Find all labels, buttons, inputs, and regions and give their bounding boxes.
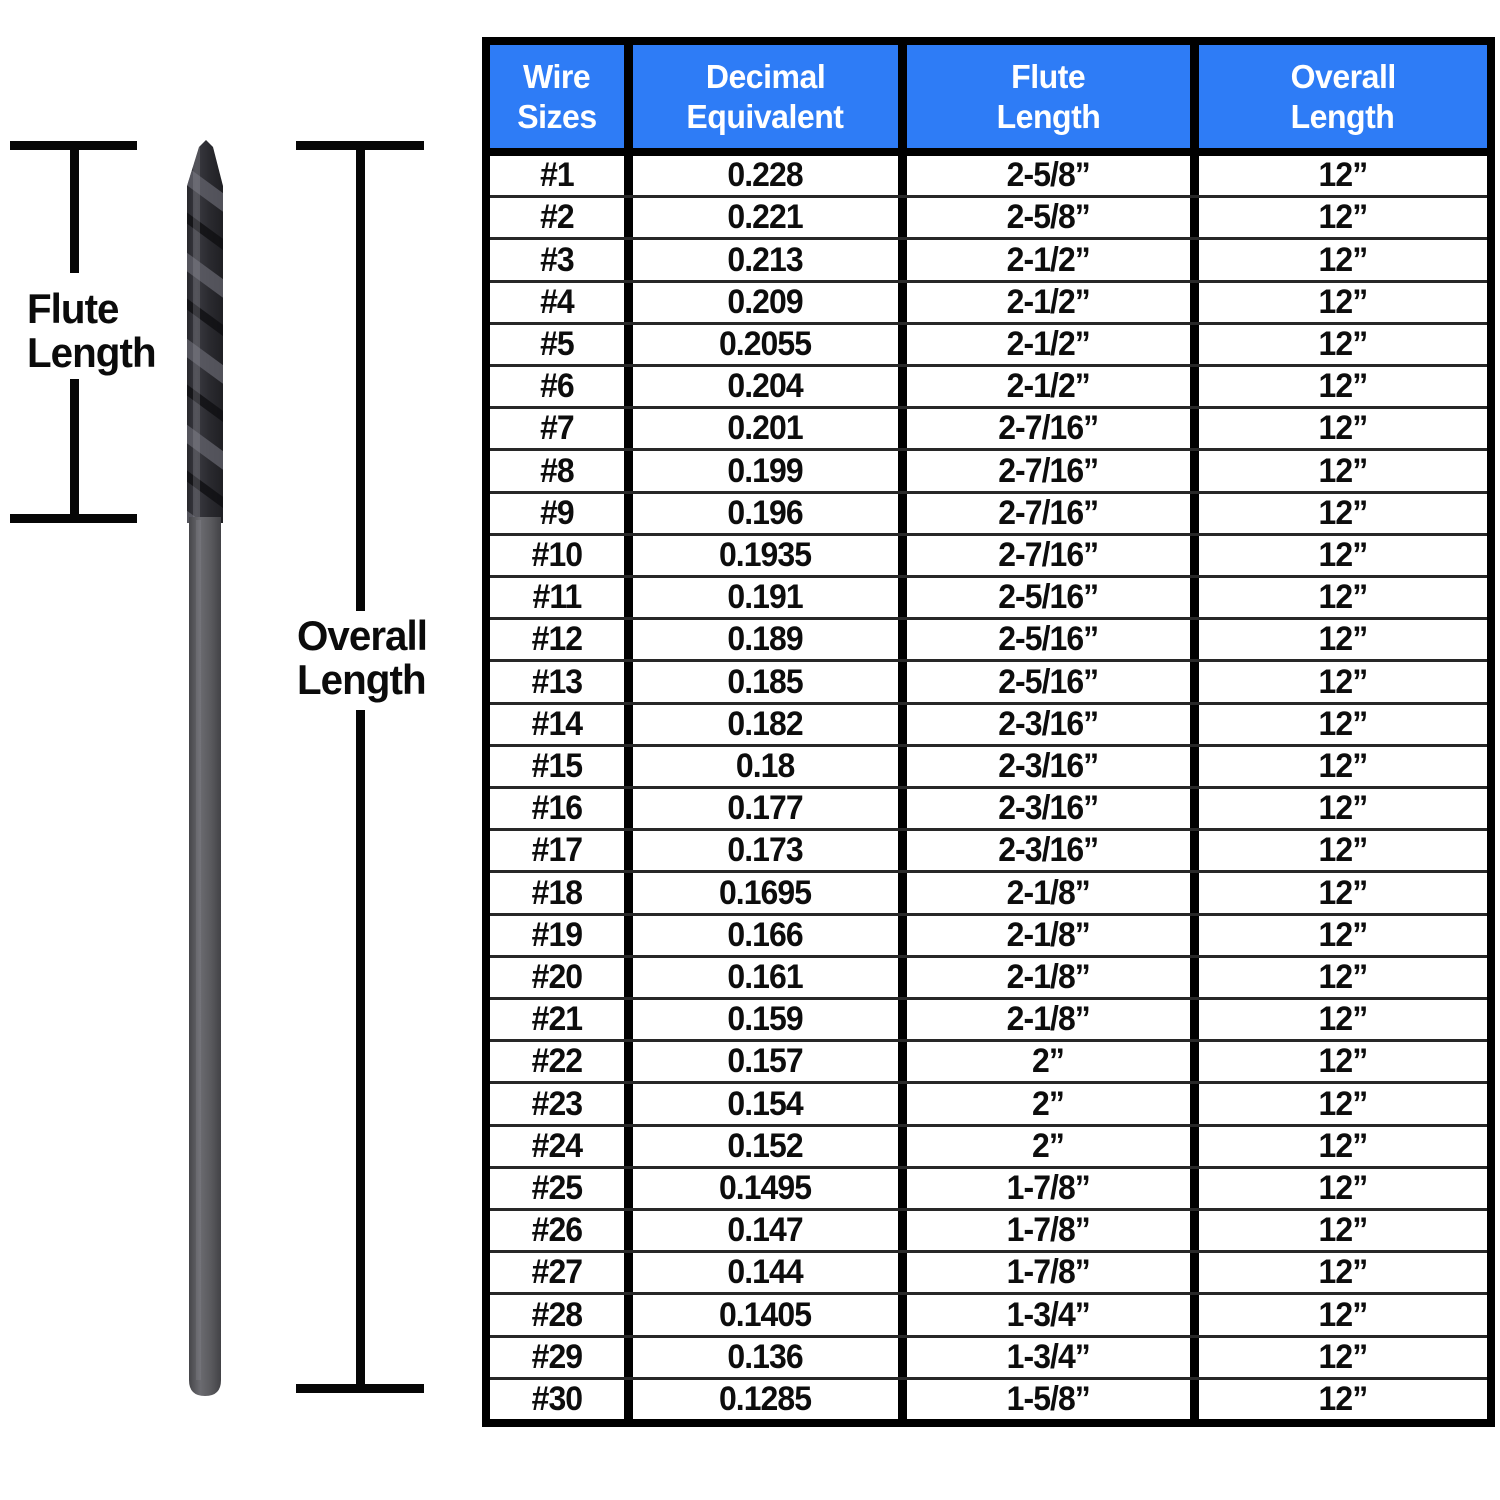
cell-wire-size [490, 156, 633, 195]
cell-decimal-equivalent [633, 1169, 907, 1208]
cell-decimal-equivalent [633, 240, 907, 279]
table-row [490, 195, 1487, 237]
flute-length-value: 2-1/2” [1006, 324, 1090, 363]
table-row [490, 1039, 1487, 1081]
overall-length-value: 12” [1318, 1126, 1368, 1165]
cell-wire-size [490, 1380, 633, 1419]
cell-decimal-equivalent [633, 494, 907, 533]
cell-overall-length [1199, 1295, 1487, 1334]
flute-dim-line-lower [70, 379, 79, 518]
cell-decimal-equivalent [633, 662, 907, 701]
cell-wire-size [490, 409, 633, 448]
decimal-value: 0.199 [727, 451, 803, 490]
overall-length-value: 12” [1318, 1084, 1368, 1123]
cell-overall-length [1199, 156, 1487, 195]
cell-flute-length [907, 1042, 1199, 1081]
flute-length-value: 2-7/16” [998, 451, 1099, 490]
cell-wire-size [490, 1338, 633, 1377]
table-row [490, 1081, 1487, 1123]
decimal-value: 0.166 [727, 915, 803, 954]
table-row [490, 828, 1487, 870]
overall-length-value: 12” [1318, 240, 1368, 279]
overall-length-value: 12” [1318, 620, 1368, 659]
flute-length-value: 2-1/2” [1006, 282, 1090, 321]
wire-size-value: #10 [531, 535, 583, 574]
cell-wire-size [490, 283, 633, 322]
flute-length-value: 2-3/16” [998, 831, 1099, 870]
cell-wire-size [490, 1042, 633, 1081]
cell-wire-size [490, 831, 633, 870]
flute-length-value: 1-3/4” [1006, 1337, 1090, 1376]
header-cell-flute-length [907, 45, 1199, 148]
header-text: Wire [523, 57, 591, 95]
cell-flute-length [907, 325, 1199, 364]
header-text: Length [996, 97, 1101, 135]
wire-size-value: #3 [539, 240, 574, 279]
cell-wire-size [490, 1127, 633, 1166]
flute-length-value: 2-3/16” [998, 746, 1099, 785]
cell-overall-length [1199, 958, 1487, 997]
overall-length-value: 12” [1318, 1168, 1368, 1207]
cell-wire-size [490, 1211, 633, 1250]
flute-label-line2: Length [27, 329, 156, 376]
table-row [490, 617, 1487, 659]
cell-decimal-equivalent [633, 1042, 907, 1081]
cell-decimal-equivalent [633, 747, 907, 786]
table-row [490, 1166, 1487, 1208]
overall-length-value: 12” [1318, 1042, 1368, 1081]
cell-decimal-equivalent [633, 1380, 907, 1419]
table-row [490, 955, 1487, 997]
cell-flute-length [907, 156, 1199, 195]
cell-overall-length [1199, 705, 1487, 744]
cell-wire-size [490, 1000, 633, 1039]
cell-overall-length [1199, 1127, 1487, 1166]
overall-dim-line-lower [356, 710, 365, 1390]
flute-length-value: 2-5/8” [1006, 156, 1090, 195]
flute-length-value: 2” [1032, 1042, 1065, 1081]
wire-size-value: #6 [539, 367, 574, 406]
overall-length-value: 12” [1318, 578, 1368, 617]
overall-dim-bottom-tick [296, 1384, 424, 1393]
decimal-value: 0.161 [727, 957, 803, 996]
overall-length-value: 12” [1318, 746, 1368, 785]
table-row [490, 533, 1487, 575]
table-row [490, 659, 1487, 701]
flute-length-value: 1-7/8” [1006, 1211, 1090, 1250]
cell-overall-length [1199, 916, 1487, 955]
table-row [490, 237, 1487, 279]
flute-length-value: 2-5/16” [998, 578, 1099, 617]
cell-wire-size [490, 325, 633, 364]
overall-dim-line-upper [356, 141, 365, 611]
table-row [490, 997, 1487, 1039]
flute-length-value: 2” [1032, 1084, 1065, 1123]
flute-dim-line-upper [70, 141, 79, 273]
cell-decimal-equivalent [633, 1084, 907, 1123]
flute-length-value: 2-3/16” [998, 789, 1099, 828]
overall-length-value: 12” [1318, 493, 1368, 532]
overall-length-value: 12” [1318, 451, 1368, 490]
table-header-row [490, 45, 1487, 148]
cell-decimal-equivalent [633, 620, 907, 659]
flute-length-value: 2-1/8” [1006, 957, 1090, 996]
header-text: Equivalent [686, 97, 844, 135]
cell-flute-length [907, 705, 1199, 744]
flute-length-value: 2-5/16” [998, 662, 1099, 701]
header-cell-overall-length [1199, 45, 1487, 148]
wire-size-value: #27 [531, 1253, 583, 1292]
decimal-value: 0.213 [727, 240, 803, 279]
cell-wire-size [490, 873, 633, 912]
wire-size-value: #16 [531, 789, 583, 828]
wire-size-value: #20 [531, 957, 583, 996]
cell-overall-length [1199, 578, 1487, 617]
cell-decimal-equivalent [633, 198, 907, 237]
cell-wire-size [490, 367, 633, 406]
cell-decimal-equivalent [633, 536, 907, 575]
cell-decimal-equivalent [633, 156, 907, 195]
table-row [490, 148, 1487, 195]
cell-wire-size [490, 1084, 633, 1123]
cell-overall-length [1199, 1380, 1487, 1419]
overall-length-value: 12” [1318, 409, 1368, 448]
cell-flute-length [907, 1295, 1199, 1334]
header-text: Length [1291, 97, 1395, 135]
flute-length-value: 2-1/8” [1006, 873, 1090, 912]
decimal-value: 0.1405 [719, 1295, 812, 1334]
overall-label-line2: Length [297, 656, 426, 703]
header-text: Overall [1290, 57, 1396, 95]
flute-length-value: 2-5/8” [1006, 198, 1090, 237]
cell-flute-length [907, 747, 1199, 786]
overall-length-value: 12” [1318, 662, 1368, 701]
cell-flute-length [907, 578, 1199, 617]
decimal-value: 0.1285 [719, 1379, 812, 1418]
cell-wire-size [490, 1253, 633, 1292]
flute-length-value: 2-5/16” [998, 620, 1099, 659]
table-row [490, 870, 1487, 912]
flute-length-value: 2-3/16” [998, 704, 1099, 743]
header-text: Sizes [517, 97, 597, 135]
overall-length-value: 12” [1318, 957, 1368, 996]
overall-length-value: 12” [1318, 535, 1368, 574]
flute-label-line1: Flute [27, 285, 119, 332]
overall-length-value: 12” [1318, 915, 1368, 954]
overall-length-value: 12” [1318, 1337, 1368, 1376]
cell-flute-length [907, 1211, 1199, 1250]
cell-overall-length [1199, 367, 1487, 406]
cell-wire-size [490, 789, 633, 828]
cell-decimal-equivalent [633, 325, 907, 364]
cell-wire-size [490, 578, 633, 617]
decimal-value: 0.144 [727, 1253, 803, 1292]
cell-decimal-equivalent [633, 1295, 907, 1334]
wire-size-value: #19 [531, 915, 583, 954]
cell-overall-length [1199, 536, 1487, 575]
flute-length-value: 1-7/8” [1006, 1253, 1090, 1292]
cell-wire-size [490, 1295, 633, 1334]
cell-wire-size [490, 916, 633, 955]
table-row [490, 491, 1487, 533]
overall-length-value: 12” [1318, 873, 1368, 912]
cell-overall-length [1199, 1084, 1487, 1123]
wire-size-value: #11 [532, 578, 582, 617]
cell-overall-length [1199, 831, 1487, 870]
cell-flute-length [907, 494, 1199, 533]
wire-size-value: #23 [531, 1084, 583, 1123]
flute-length-value: 2-7/16” [998, 409, 1099, 448]
cell-decimal-equivalent [633, 705, 907, 744]
cell-decimal-equivalent [633, 1338, 907, 1377]
cell-decimal-equivalent [633, 1253, 907, 1292]
cell-flute-length [907, 367, 1199, 406]
wire-size-table [482, 37, 1495, 1427]
cell-wire-size [490, 958, 633, 997]
cell-wire-size [490, 1169, 633, 1208]
wire-size-value: #7 [539, 409, 574, 448]
overall-length-value: 12” [1318, 1000, 1368, 1039]
decimal-value: 0.147 [727, 1211, 803, 1250]
cell-wire-size [490, 662, 633, 701]
overall-length-value: 12” [1318, 367, 1368, 406]
cell-decimal-equivalent [633, 831, 907, 870]
table-row [490, 1377, 1487, 1419]
cell-flute-length [907, 958, 1199, 997]
wire-size-value: #24 [531, 1126, 583, 1165]
wire-size-value: #30 [531, 1379, 583, 1418]
table-row [490, 322, 1487, 364]
cell-decimal-equivalent [633, 367, 907, 406]
cell-flute-length [907, 916, 1199, 955]
cell-overall-length [1199, 789, 1487, 828]
cell-flute-length [907, 409, 1199, 448]
cell-decimal-equivalent [633, 1000, 907, 1039]
cell-flute-length [907, 662, 1199, 701]
overall-length-value: 12” [1318, 1295, 1368, 1334]
cell-overall-length [1199, 747, 1487, 786]
cell-wire-size [490, 494, 633, 533]
cell-overall-length [1199, 240, 1487, 279]
header-cell-decimal-equivalent [633, 45, 907, 148]
decimal-value: 0.204 [727, 367, 803, 406]
wire-size-value: #15 [531, 746, 583, 785]
wire-size-value: #4 [539, 282, 574, 321]
decimal-value: 0.159 [727, 1000, 803, 1039]
cell-flute-length [907, 1338, 1199, 1377]
cell-flute-length [907, 831, 1199, 870]
wire-size-value: #25 [531, 1168, 583, 1207]
decimal-value: 0.185 [727, 662, 803, 701]
table-row [490, 1250, 1487, 1292]
overall-length-value: 12” [1318, 198, 1368, 237]
flute-length-value: 2-1/8” [1006, 915, 1090, 954]
cell-wire-size [490, 451, 633, 490]
decimal-value: 0.182 [727, 704, 803, 743]
cell-overall-length [1199, 451, 1487, 490]
overall-length-value: 12” [1318, 1379, 1368, 1418]
cell-wire-size [490, 536, 633, 575]
cell-overall-length [1199, 1338, 1487, 1377]
cell-overall-length [1199, 198, 1487, 237]
cell-overall-length [1199, 409, 1487, 448]
cell-flute-length [907, 1253, 1199, 1292]
cell-decimal-equivalent [633, 873, 907, 912]
decimal-value: 0.196 [727, 493, 803, 532]
wire-size-value: #26 [531, 1211, 583, 1250]
header-text: Flute [1011, 57, 1086, 95]
wire-size-value: #14 [531, 704, 583, 743]
table-row [490, 1292, 1487, 1334]
cell-decimal-equivalent [633, 958, 907, 997]
flute-length-value: 2-1/2” [1006, 367, 1090, 406]
decimal-value: 0.2055 [719, 324, 812, 363]
overall-length-value: 12” [1318, 831, 1368, 870]
cell-overall-length [1199, 283, 1487, 322]
header-cell-wire-sizes [490, 45, 633, 148]
table-row [490, 575, 1487, 617]
cell-wire-size [490, 198, 633, 237]
table-row [490, 448, 1487, 490]
cell-flute-length [907, 536, 1199, 575]
cell-overall-length [1199, 325, 1487, 364]
cell-flute-length [907, 1380, 1199, 1419]
overall-length-value: 12” [1318, 282, 1368, 321]
overall-length-value: 12” [1318, 1211, 1368, 1250]
cell-decimal-equivalent [633, 1211, 907, 1250]
decimal-value: 0.221 [727, 198, 803, 237]
wire-size-value: #8 [539, 451, 574, 490]
table-row [490, 702, 1487, 744]
cell-overall-length [1199, 873, 1487, 912]
cell-overall-length [1199, 662, 1487, 701]
overall-length-value: 12” [1318, 704, 1368, 743]
cell-flute-length [907, 1000, 1199, 1039]
flute-length-value: 2-7/16” [998, 535, 1099, 574]
decimal-value: 0.1695 [719, 873, 812, 912]
cell-overall-length [1199, 1253, 1487, 1292]
overall-length-value: 12” [1318, 324, 1368, 363]
overall-label-line1: Overall [297, 612, 428, 659]
cell-overall-length [1199, 1000, 1487, 1039]
table-row [490, 913, 1487, 955]
decimal-value: 0.1935 [719, 535, 812, 574]
cell-wire-size [490, 747, 633, 786]
flute-length-value: 2-1/8” [1006, 1000, 1090, 1039]
table-row [490, 1124, 1487, 1166]
table-row [490, 1335, 1487, 1377]
decimal-value: 0.228 [727, 156, 803, 195]
flute-length-label [27, 287, 156, 375]
flute-length-value: 2-1/2” [1006, 240, 1090, 279]
flute-length-value: 2” [1032, 1126, 1065, 1165]
decimal-value: 0.18 [735, 746, 795, 785]
header-text: Decimal [705, 57, 825, 95]
wire-size-value: #2 [539, 198, 574, 237]
table-row [490, 744, 1487, 786]
cell-wire-size [490, 240, 633, 279]
decimal-value: 0.191 [727, 578, 803, 617]
flute-length-value: 1-3/4” [1006, 1295, 1090, 1334]
flute-length-value: 1-7/8” [1006, 1168, 1090, 1207]
cell-overall-length [1199, 620, 1487, 659]
table-row [490, 406, 1487, 448]
wire-size-value: #22 [531, 1042, 583, 1081]
decimal-value: 0.177 [727, 789, 803, 828]
table-row [490, 280, 1487, 322]
cell-flute-length [907, 1127, 1199, 1166]
flute-dim-bottom-tick [10, 514, 137, 523]
wire-size-value: #12 [531, 620, 583, 659]
cell-flute-length [907, 198, 1199, 237]
decimal-value: 0.173 [727, 831, 803, 870]
cell-flute-length [907, 451, 1199, 490]
cell-overall-length [1199, 1042, 1487, 1081]
table-row [490, 1208, 1487, 1250]
decimal-value: 0.1495 [719, 1168, 812, 1207]
decimal-value: 0.209 [727, 282, 803, 321]
wire-size-value: #18 [531, 873, 583, 912]
decimal-value: 0.154 [727, 1084, 803, 1123]
wire-size-value: #9 [539, 493, 574, 532]
cell-overall-length [1199, 494, 1487, 533]
cell-decimal-equivalent [633, 283, 907, 322]
decimal-value: 0.157 [727, 1042, 803, 1081]
overall-length-value: 12” [1318, 1253, 1368, 1292]
overall-length-value: 12” [1318, 789, 1368, 828]
cell-overall-length [1199, 1211, 1487, 1250]
wire-size-value: #17 [531, 831, 583, 870]
cell-overall-length [1199, 1169, 1487, 1208]
decimal-value: 0.136 [727, 1337, 803, 1376]
wire-size-value: #5 [539, 324, 574, 363]
flute-length-value: 2-7/16” [998, 493, 1099, 532]
cell-flute-length [907, 1084, 1199, 1123]
cell-flute-length [907, 620, 1199, 659]
cell-decimal-equivalent [633, 409, 907, 448]
cell-decimal-equivalent [633, 789, 907, 828]
cell-flute-length [907, 873, 1199, 912]
flute-length-value: 1-5/8” [1006, 1379, 1090, 1418]
decimal-value: 0.201 [727, 409, 803, 448]
cell-wire-size [490, 705, 633, 744]
cell-wire-size [490, 620, 633, 659]
cell-flute-length [907, 789, 1199, 828]
wire-size-value: #21 [531, 1000, 583, 1039]
cell-flute-length [907, 1169, 1199, 1208]
decimal-value: 0.152 [727, 1126, 803, 1165]
wire-size-value: #1 [539, 156, 574, 195]
wire-size-value: #28 [531, 1295, 583, 1334]
cell-decimal-equivalent [633, 916, 907, 955]
overall-length-label [297, 614, 427, 702]
cell-flute-length [907, 283, 1199, 322]
table-row [490, 786, 1487, 828]
cell-flute-length [907, 240, 1199, 279]
overall-length-value: 12” [1318, 156, 1368, 195]
cell-decimal-equivalent [633, 1127, 907, 1166]
wire-size-value: #29 [531, 1337, 583, 1376]
cell-decimal-equivalent [633, 578, 907, 617]
decimal-value: 0.189 [727, 620, 803, 659]
cell-decimal-equivalent [633, 451, 907, 490]
wire-size-value: #13 [531, 662, 583, 701]
table-row [490, 364, 1487, 406]
